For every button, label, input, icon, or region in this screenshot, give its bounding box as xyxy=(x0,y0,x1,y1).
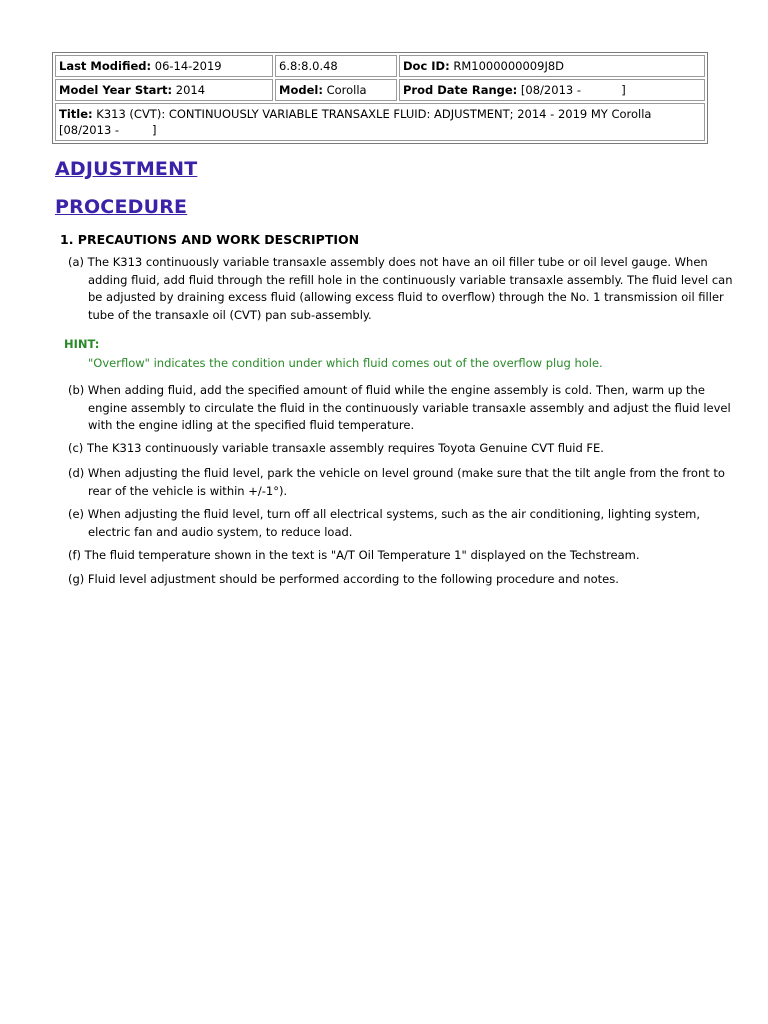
item-b-text: (b) When adding fluid, add the specified amount of fluid while the engine assembly is cold. Then, warm up the engine assembly to circulate the fluid in the continuously variable transaxle assembly and adjust the fluid level with the engine idling at the specified fluid temperature. xyxy=(68,383,731,432)
last-modified-label: Last Modified: xyxy=(59,59,152,73)
step-1-title: 1. PRECAUTIONS AND WORK DESCRIPTION xyxy=(60,232,360,247)
hint-text: "Overflow" indicates the condition under which fluid comes out of the overflow plug hole. xyxy=(88,356,603,370)
model-year-label: Model Year Start: xyxy=(59,83,173,97)
title-label: Title: xyxy=(59,107,93,121)
doc-id-cell xyxy=(399,55,705,77)
prod-date-cell xyxy=(399,79,705,101)
model-label: Model: xyxy=(279,83,323,97)
doc-id-label: Doc ID: xyxy=(403,59,450,73)
item-c-text: (c) The K313 continuously variable transaxle assembly requires Toyota Genuine CVT fluid FE. xyxy=(68,441,604,455)
title-cell xyxy=(55,103,705,141)
version-cell xyxy=(275,55,397,77)
prod-date-value: [08/2013 - ] xyxy=(517,83,626,97)
item-g-text: (g) Fluid level adjustment should be performed according to the following procedure and notes. xyxy=(68,572,619,586)
item-a-text: (a) The K313 continuously variable transaxle assembly does not have an oil filler tube or oil level gauge. When adding fluid, add fluid through the refill hole in the continuously variable transaxle assembly. The fluid level can be adjusted by draining excess fluid (allowing excess fluid to overflow) through the No. 1 transmission oil filler tube of the transaxle oil (CVT) pan sub-assembly. xyxy=(68,255,733,322)
prod-date-label: Prod Date Range: xyxy=(403,83,518,97)
doc-id-value: RM1000000009J8D xyxy=(449,59,565,73)
hint-label: HINT: xyxy=(64,337,100,351)
model-cell xyxy=(275,79,397,101)
item-d-text: (d) When adjusting the fluid level, park the vehicle on level ground (make sure that the tilt angle from the front to rear of the vehicle is within +/-1°). xyxy=(68,466,725,498)
procedure-heading-link[interactable]: PROCEDURE xyxy=(55,196,188,218)
last-modified-cell xyxy=(55,55,273,77)
model-year-value: 2014 xyxy=(172,83,206,97)
item-e-text: (e) When adjusting the fluid level, turn off all electrical systems, such as the air conditioning, lighting system, electric fan and audio system, to reduce load. xyxy=(68,507,701,539)
model-year-cell xyxy=(55,79,273,101)
last-modified-value: 06-14-2019 xyxy=(151,59,222,73)
header-row-3 xyxy=(55,103,705,141)
header-row-2 xyxy=(55,79,705,101)
model-value: Corolla xyxy=(322,83,367,97)
version-value: 6.8:8.0.48 xyxy=(279,59,338,73)
document-header-table xyxy=(52,52,708,144)
item-f-text: (f) The fluid temperature shown in the text is "A/T Oil Temperature 1" displayed on the Techstream. xyxy=(68,548,640,562)
header-row-1 xyxy=(55,55,705,77)
adjustment-heading-link[interactable]: ADJUSTMENT xyxy=(55,158,198,180)
title-value: K313 (CVT): CONTINUOUSLY VARIABLE TRANSAXLE FLUID: ADJUSTMENT; 2014 - 2019 MY Corolla [08/2013 - ] xyxy=(59,107,656,137)
